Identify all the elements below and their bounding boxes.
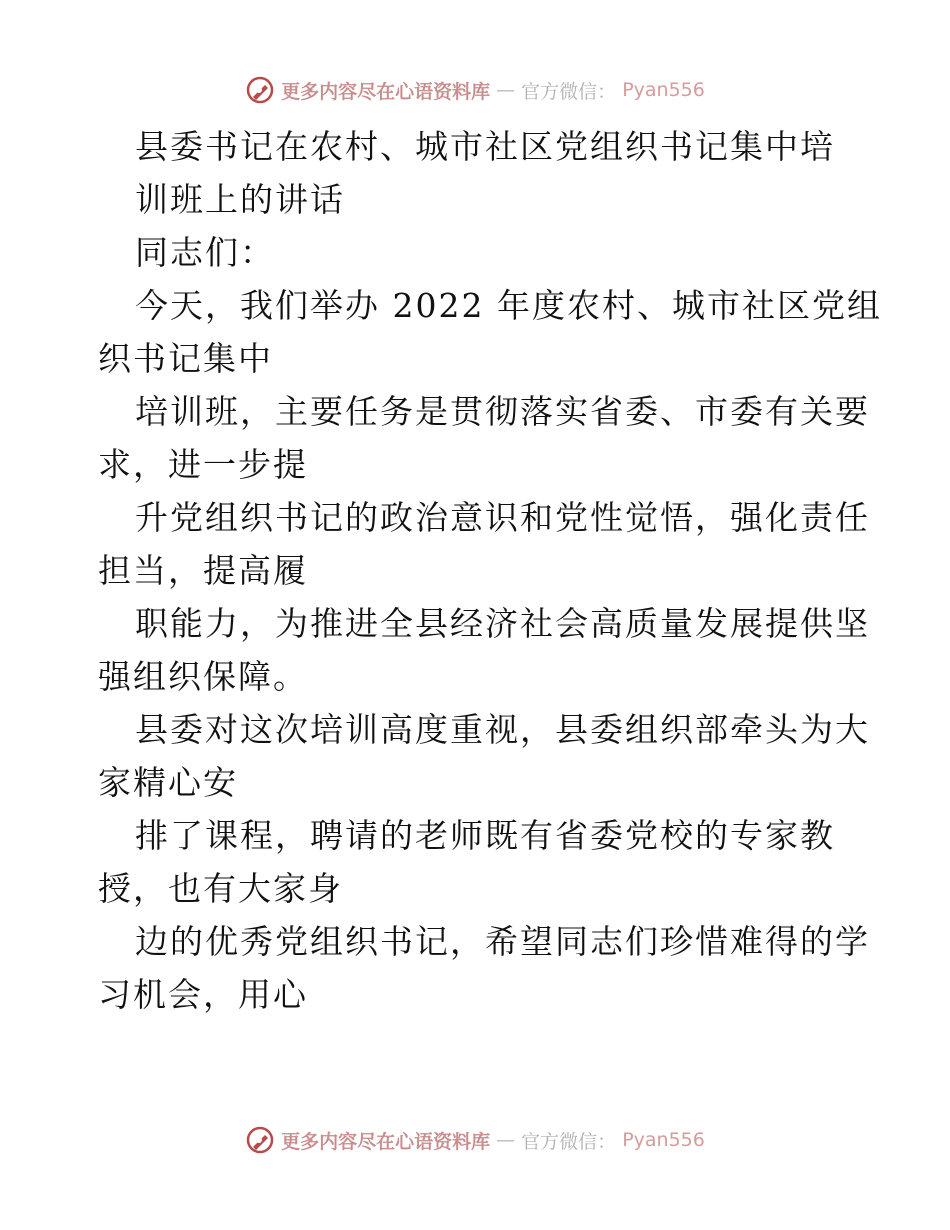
pen-circle-logo-icon bbox=[245, 1125, 275, 1155]
banner-separator: — bbox=[496, 1129, 516, 1151]
paragraph-line: 授，也有大家身 bbox=[98, 869, 343, 908]
banner-main-text: 更多内容尽在心语资料库 bbox=[281, 1130, 491, 1153]
pen-circle-logo-icon bbox=[245, 75, 275, 105]
paragraph-line: 家精心安 bbox=[98, 763, 238, 802]
banner-wechat-id: Pyan556 bbox=[622, 79, 705, 101]
banner-main-text: 更多内容尽在心语资料库 bbox=[281, 80, 491, 103]
paragraph-line: 习机会，用心 bbox=[98, 975, 308, 1014]
banner-wechat-label: 官方微信： bbox=[521, 1130, 617, 1153]
banner-wechat-label: 官方微信： bbox=[521, 80, 617, 103]
paragraph-line: 边的优秀党组织书记，希望同志们珍惜难得的学 bbox=[135, 922, 870, 961]
title-line-1: 县委书记在农村、城市社区党组织书记集中培 bbox=[135, 127, 835, 166]
paragraph-line: 求，进一步提 bbox=[98, 445, 308, 484]
footer-banner bbox=[0, 1120, 950, 1160]
paragraph-line: 职能力，为推进全县经济社会高质量发展提供坚 bbox=[135, 604, 870, 643]
header-banner bbox=[0, 70, 950, 110]
banner-separator: — bbox=[496, 79, 516, 101]
paragraph-line: 县委对这次培训高度重视，县委组织部牵头为大 bbox=[135, 710, 870, 749]
paragraph-line: 今天，我们举办 2022 年度农村、城市社区党组 bbox=[135, 286, 882, 325]
paragraph-line: 排了课程，聘请的老师既有省委党校的专家教 bbox=[135, 816, 835, 855]
paragraph-line: 织书记集中 bbox=[98, 339, 273, 378]
title-line-2: 训班上的讲话 bbox=[135, 180, 345, 219]
paragraph-line: 强组织保障。 bbox=[98, 657, 308, 696]
document-body bbox=[98, 120, 882, 1021]
paragraph-line: 担当，提高履 bbox=[98, 551, 308, 590]
banner-wechat-id: Pyan556 bbox=[622, 1129, 705, 1151]
paragraph-line: 升党组织书记的政治意识和党性觉悟，强化责任 bbox=[135, 498, 870, 537]
paragraph-line: 培训班，主要任务是贯彻落实省委、市委有关要 bbox=[135, 392, 870, 431]
salutation: 同志们： bbox=[135, 233, 275, 272]
